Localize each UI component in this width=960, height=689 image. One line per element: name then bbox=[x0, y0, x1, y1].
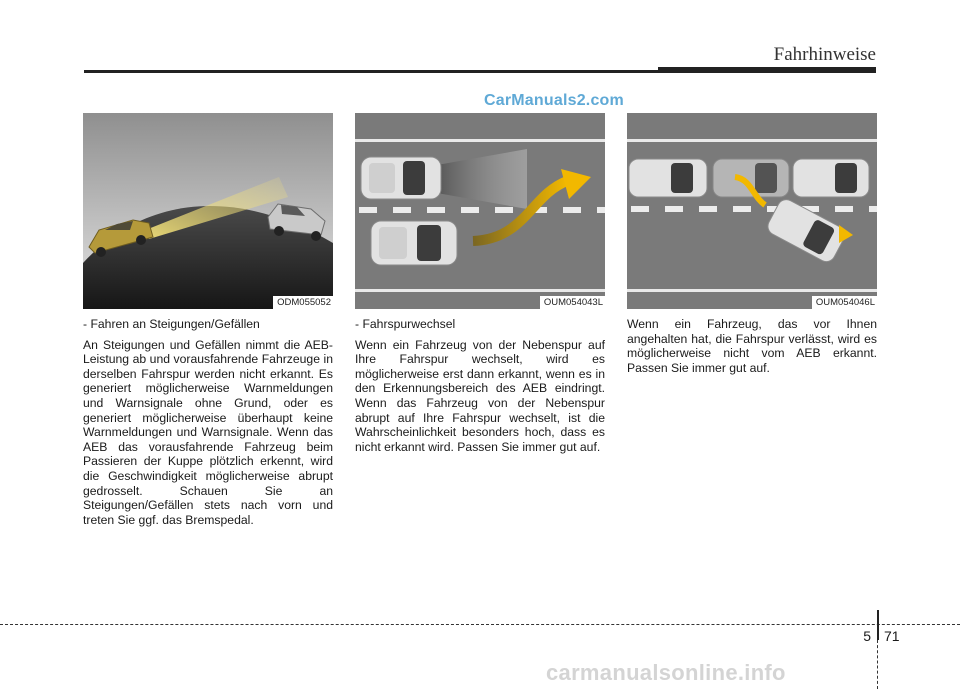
chapter-number: 5 bbox=[863, 628, 871, 644]
header-title: Fahrhinweise bbox=[773, 44, 876, 65]
section-body: An Steigungen und Gefällen nimmt die AEB-Leistung ab und vorausfahrende Fahrzeuge in derselben Fahrspur werden nicht erkannt. Es generiert möglicherweise Warnmeldungen und Warnsignale ohne Grund, oder es generiert möglicherweise überhaupt keine Warnmeldungen und Warnsignale. Wenn das AEB das vorausfahrende Fahrzeug beim Passieren der Kuppe plötzlich erkennt, wird die Geschwindigkeit möglicherweise abrupt gedrosselt. Schauen Sie an Steigungen/Gefällen stets nach vorn und treten Sie ggf. das Bremspedal. bbox=[83, 337, 333, 527]
figure-lane-change bbox=[355, 113, 605, 309]
hill-crest-illustration bbox=[83, 113, 333, 309]
own-car-icon bbox=[361, 157, 441, 199]
section-heading: - Fahrspurwechsel bbox=[355, 317, 456, 331]
section-body: Wenn ein Fahrzeug von der Nebenspur auf Ihre Fahrspur wechselt, wird es möglicherweise erst dann erkannt, wenn es in den Erkennungsbereich des AEB eindringt. Wenn das Fahrzeug von der Nebenspur abrupt auf Ihre Fahrspur wechselt, ist die Wahrscheinlichkeit besonders hoch, dass es nicht erkannt wird. Passen Sie immer gut auf. bbox=[355, 337, 605, 454]
section-body: Wenn ein Fahrzeug, das vor Ihnen angehalten hat, die Fahrspur verlässt, wird es möglicherweise nicht vom AEB erkannt. Passen Sie immer gut auf. bbox=[627, 317, 877, 375]
watermark-bottom: carmanualsonline.info bbox=[546, 660, 786, 685]
page-divider-dashed bbox=[877, 640, 878, 689]
figure-hill-crest bbox=[83, 113, 333, 309]
merging-car-icon bbox=[371, 221, 457, 265]
header-rule-left bbox=[84, 70, 658, 73]
header-rule-right bbox=[658, 67, 876, 73]
watermark-top: CarManuals2.com bbox=[484, 92, 624, 109]
text-column-3 bbox=[627, 317, 877, 380]
text-column-1 bbox=[83, 317, 333, 532]
lane-change-illustration bbox=[355, 113, 605, 309]
figure-code: OUM054043L bbox=[540, 296, 605, 309]
figure-car-leaving-lane bbox=[627, 113, 877, 309]
leading-car-icon bbox=[793, 159, 869, 197]
figure-code: ODM055052 bbox=[273, 296, 333, 309]
footer-rule bbox=[0, 624, 960, 625]
own-car-icon bbox=[629, 159, 707, 197]
page-divider bbox=[877, 610, 879, 640]
page-number: 71 bbox=[884, 628, 900, 644]
text-column-2 bbox=[355, 317, 605, 459]
figure-code: OUM054046L bbox=[812, 296, 877, 309]
car-leaving-lane-illustration bbox=[627, 113, 877, 309]
section-heading: - Fahren an Steigungen/Gefällen bbox=[83, 317, 260, 331]
